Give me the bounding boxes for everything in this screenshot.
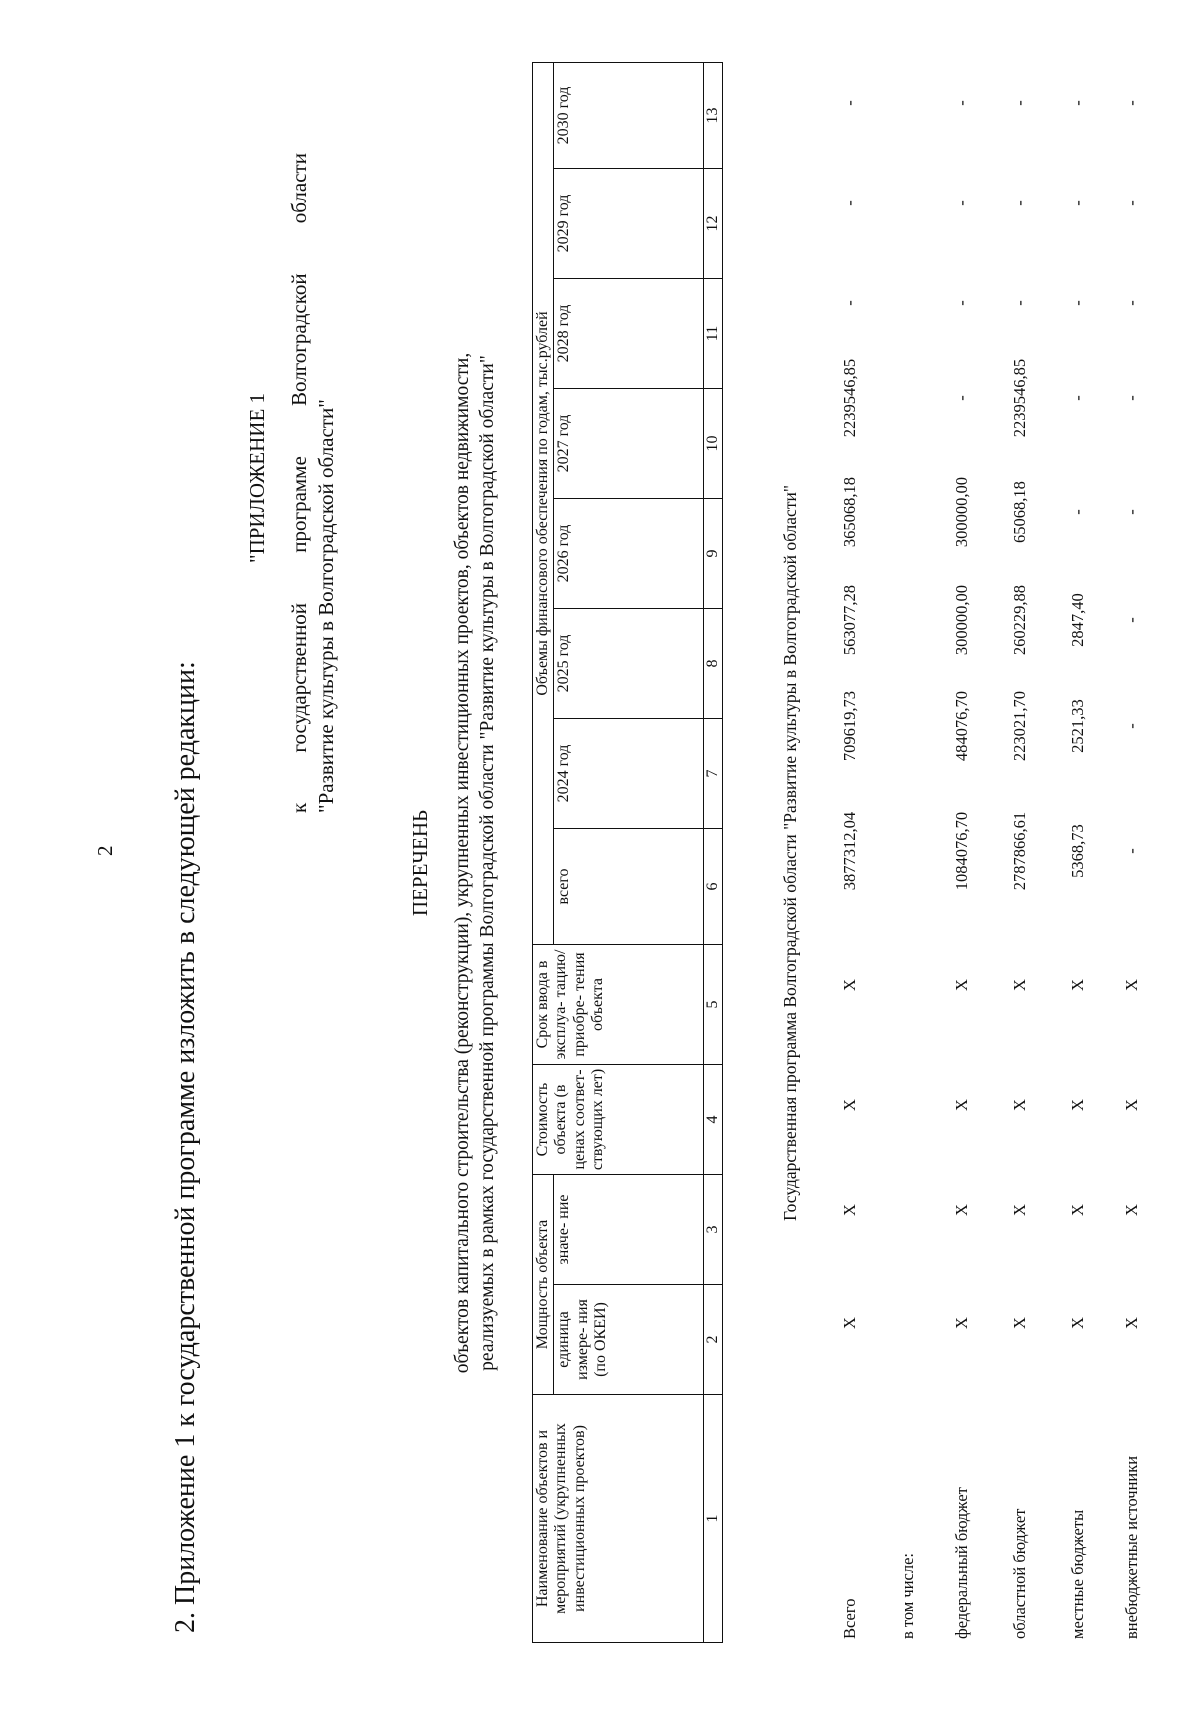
cell-2029: - bbox=[952, 200, 971, 206]
cell-2026: 365068,18 bbox=[840, 476, 859, 548]
header-year: 2025 год bbox=[554, 609, 704, 719]
cell-2028: - bbox=[952, 300, 971, 306]
table-row bbox=[898, 63, 924, 1643]
appendix-program-name: "Развитие культуры в Волгоградской области" bbox=[313, 399, 338, 813]
cell-2025: 563077,28 bbox=[840, 584, 859, 656]
cell-value: Х bbox=[840, 1204, 859, 1216]
cell-unit: Х bbox=[952, 1317, 971, 1329]
cell-2024: 2521,33 bbox=[1068, 699, 1087, 753]
document-subtitle bbox=[450, 43, 501, 1683]
appendix-subtitle bbox=[286, 153, 340, 813]
cell-2028: - bbox=[1068, 300, 1087, 306]
header-year: 2027 год bbox=[554, 389, 704, 499]
row-label: областной бюджет bbox=[1010, 1508, 1029, 1639]
column-number: 1 bbox=[704, 1395, 723, 1643]
column-number: 3 bbox=[704, 1175, 723, 1285]
cell-2027: - bbox=[952, 395, 971, 401]
header-year: 2030 год bbox=[554, 62, 704, 168]
cell-total: 1084076,70 bbox=[952, 811, 971, 891]
column-number: 5 bbox=[704, 945, 723, 1065]
appendix-word: государственной bbox=[287, 602, 311, 753]
cell-term: Х bbox=[1122, 979, 1141, 991]
page-number: 2 bbox=[93, 845, 117, 856]
row-label: местные бюджеты bbox=[1068, 1509, 1087, 1639]
header-unit: единица измере- ния (по ОКЕИ) bbox=[554, 1285, 704, 1395]
cell-2027: - bbox=[1068, 395, 1087, 401]
column-number: 8 bbox=[704, 609, 723, 719]
cell-2025: 2847,40 bbox=[1068, 593, 1087, 647]
cell-term: Х bbox=[840, 979, 859, 991]
cell-cost: Х bbox=[1068, 1099, 1087, 1111]
cell-cost: Х bbox=[952, 1099, 971, 1111]
cell-total: 5368,73 bbox=[1068, 824, 1087, 878]
cell-unit: Х bbox=[1010, 1317, 1029, 1329]
cell-total: 3877312,04 bbox=[840, 811, 859, 891]
header-name: Наименование объектов и мероприятий (укрупненных инвестиционных проектов) bbox=[533, 1395, 704, 1643]
column-number: 6 bbox=[704, 829, 723, 945]
cell-unit: Х bbox=[1122, 1317, 1141, 1329]
cell-2024: - bbox=[1122, 723, 1141, 729]
column-number: 4 bbox=[704, 1065, 723, 1175]
cell-total: 2787866,61 bbox=[1010, 811, 1029, 891]
cell-2029: - bbox=[1122, 200, 1141, 206]
cell-2030: - bbox=[952, 100, 971, 106]
table-row bbox=[840, 63, 866, 1643]
cell-unit: Х bbox=[840, 1317, 859, 1329]
cell-2029: - bbox=[840, 200, 859, 206]
cell-2030: - bbox=[1068, 100, 1087, 106]
cell-cost: Х bbox=[1010, 1099, 1029, 1111]
header-year: 2024 год bbox=[554, 719, 704, 829]
column-number: 2 bbox=[704, 1285, 723, 1395]
appendix-word: области bbox=[287, 153, 311, 224]
table-row bbox=[1122, 63, 1148, 1643]
intro-text: 2. Приложение 1 к государственной программе изложить в следующей редакции: bbox=[170, 661, 201, 1633]
cell-total: - bbox=[1122, 848, 1141, 854]
header-year: 2028 год bbox=[554, 279, 704, 389]
document-subtitle-line: объектов капитального строительства (реконструкции), укрупненных инвестиционных проектов, объектов недвижимости, bbox=[452, 352, 473, 1374]
cell-2028: - bbox=[840, 300, 859, 306]
row-label: Всего bbox=[840, 1598, 859, 1639]
cell-2024: 709619,73 bbox=[840, 690, 859, 762]
header-term: Срок ввода в эксплуа- тацию/ приобре- тения объекта bbox=[533, 945, 704, 1065]
document-title: ПЕРЕЧЕНЬ bbox=[408, 809, 432, 917]
column-number: 7 bbox=[704, 719, 723, 829]
header-table bbox=[532, 62, 723, 1643]
header-year: 2026 год bbox=[554, 499, 704, 609]
cell-2027: 2239546,85 bbox=[840, 358, 859, 438]
appendix-word: к bbox=[287, 802, 311, 813]
cell-2029: - bbox=[1068, 200, 1087, 206]
cell-2030: - bbox=[1122, 100, 1141, 106]
header-capacity: Мощность объекта bbox=[533, 1175, 554, 1395]
rotated-document bbox=[30, 43, 1170, 1683]
appendix-title: "ПРИЛОЖЕНИЕ 1 bbox=[245, 392, 269, 563]
cell-2030: - bbox=[1010, 100, 1029, 106]
cell-value: Х bbox=[952, 1204, 971, 1216]
appendix-word: программе bbox=[287, 456, 311, 553]
row-label: в том числе: bbox=[898, 1552, 917, 1639]
cell-2027: 2239546,85 bbox=[1010, 358, 1029, 438]
table-row bbox=[1068, 63, 1094, 1643]
cell-2026: 300000,00 bbox=[952, 476, 971, 548]
row-label: федеральный бюджет bbox=[952, 1487, 971, 1639]
cell-2027: - bbox=[1122, 395, 1141, 401]
column-number: 11 bbox=[704, 279, 723, 389]
table-row bbox=[952, 63, 978, 1643]
row-label: внебюджетные источники bbox=[1122, 1455, 1141, 1639]
header-finance: Объемы финансового обеспечения по годам, тыс.рублей bbox=[533, 62, 554, 944]
cell-value: Х bbox=[1068, 1204, 1087, 1216]
cell-2028: - bbox=[1122, 300, 1141, 306]
cell-unit: Х bbox=[1068, 1317, 1087, 1329]
table-row bbox=[1010, 63, 1036, 1643]
cell-cost: Х bbox=[1122, 1099, 1141, 1111]
cell-value: Х bbox=[1010, 1204, 1029, 1216]
cell-2026: 65068,18 bbox=[1010, 481, 1029, 543]
program-title: Государственная программа Волгоградской области "Развитие культуры в Волгоградской области" bbox=[780, 485, 800, 1221]
cell-2026: - bbox=[1122, 509, 1141, 515]
header-value: значе- ние bbox=[554, 1175, 704, 1285]
cell-2026: - bbox=[1068, 509, 1087, 515]
cell-2025: 260229,88 bbox=[1010, 584, 1029, 656]
cell-2025: - bbox=[1122, 617, 1141, 623]
cell-cost: Х bbox=[840, 1099, 859, 1111]
cell-2025: 300000,00 bbox=[952, 584, 971, 656]
header-total: всего bbox=[554, 829, 704, 945]
cell-2024: 223021,70 bbox=[1010, 690, 1029, 762]
cell-2024: 484076,70 bbox=[952, 690, 971, 762]
cell-term: Х bbox=[1010, 979, 1029, 991]
cell-2030: - bbox=[840, 100, 859, 106]
cell-2028: - bbox=[1010, 300, 1029, 306]
cell-2029: - bbox=[1010, 200, 1029, 206]
column-number: 9 bbox=[704, 499, 723, 609]
cell-value: Х bbox=[1122, 1204, 1141, 1216]
document-subtitle-line: реализуемых в рамках государственной программы Волгоградской области "Развитие культуры в Волгоградской области" bbox=[477, 355, 499, 1371]
appendix-word: Волгоградской bbox=[287, 273, 311, 407]
header-year: 2029 год bbox=[554, 169, 704, 279]
cell-term: Х bbox=[952, 979, 971, 991]
column-number: 10 bbox=[704, 389, 723, 499]
header-cost: Стоимость объекта (в ценах соответ- ствующих лет) bbox=[533, 1065, 704, 1175]
column-number: 13 bbox=[704, 62, 723, 168]
column-number: 12 bbox=[704, 169, 723, 279]
cell-term: Х bbox=[1068, 979, 1087, 991]
